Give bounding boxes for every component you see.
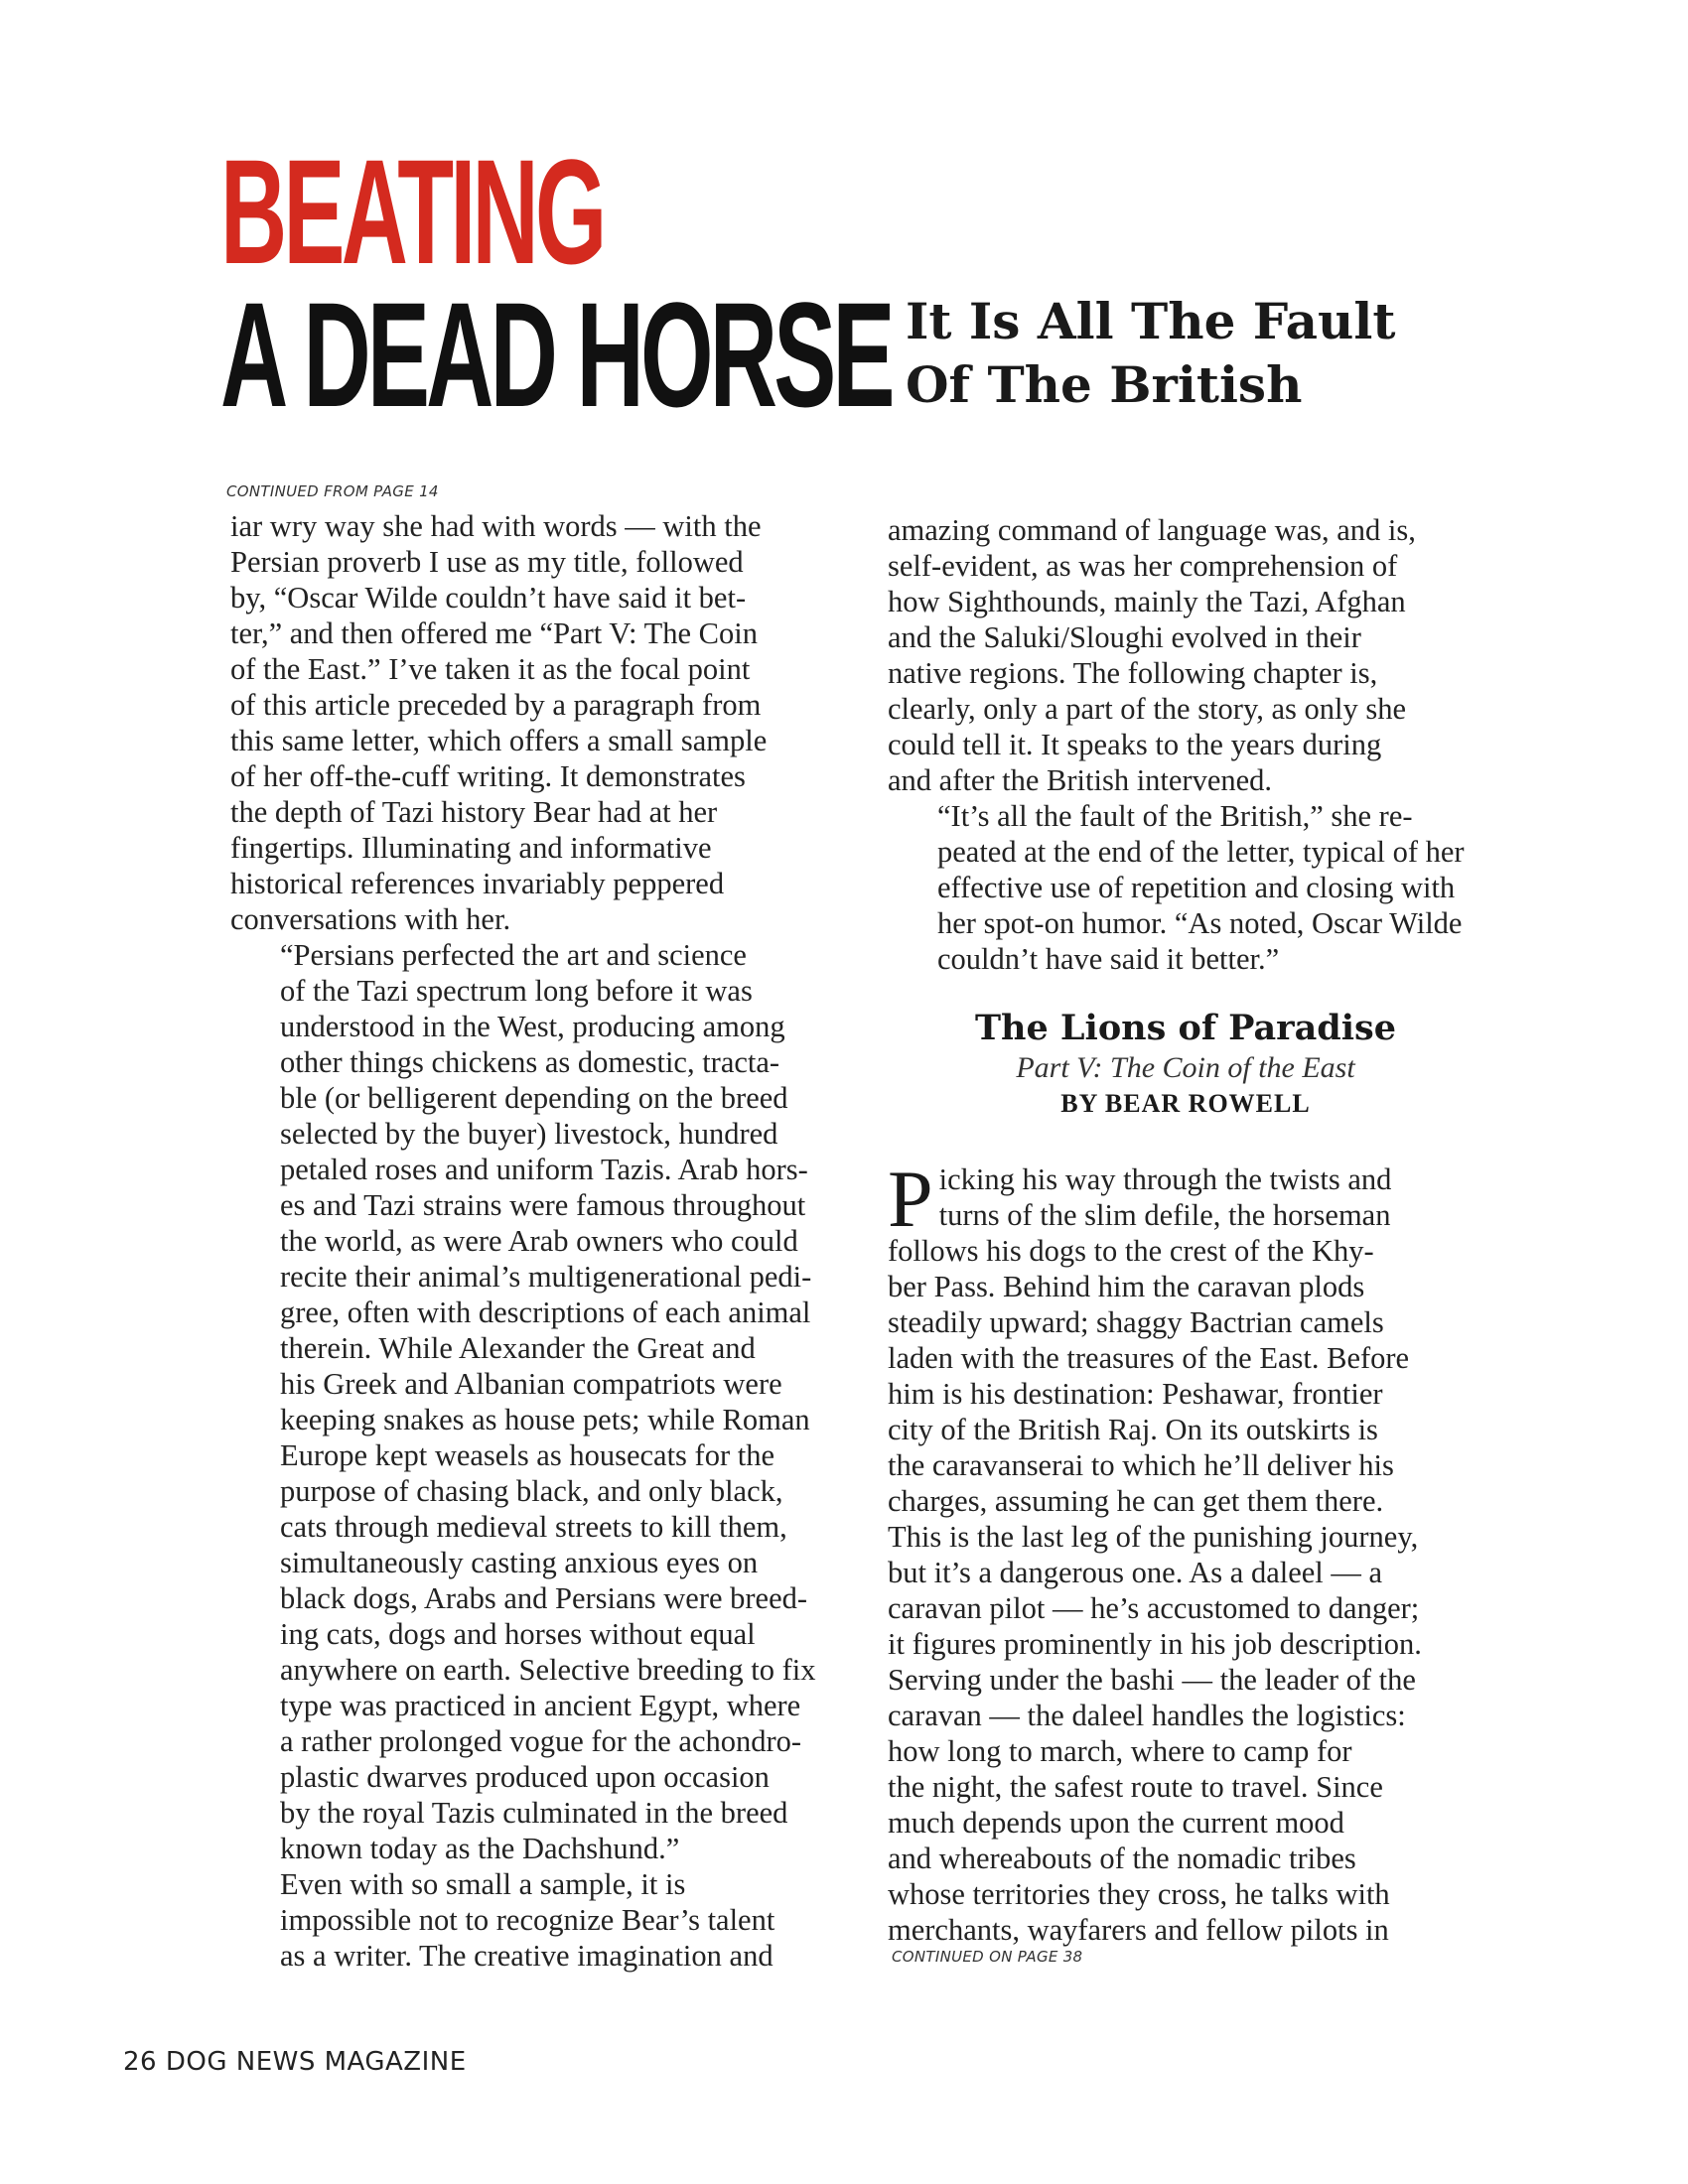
text-line: “Persians perfected the art and science bbox=[280, 938, 747, 972]
text-line: how long to march, where to camp for bbox=[888, 1734, 1352, 1768]
text-line: as a writer. The creative imagination and bbox=[280, 1939, 774, 1973]
right-column bbox=[888, 512, 1483, 1948]
story-opening-paragraph bbox=[888, 1154, 1483, 1948]
text-line: a rather prolonged vogue for the achondro- bbox=[280, 1724, 802, 1758]
text-line: merchants, wayfarers and fellow pilots in bbox=[888, 1913, 1389, 1947]
continued-on-note: CONTINUED ON PAGE 38 bbox=[892, 1948, 1083, 1966]
text-line: ter,” and then offered me “Part V: The Coin bbox=[230, 616, 758, 650]
text-line: plastic dwarves produced upon occasion bbox=[280, 1760, 770, 1794]
text-line: this same letter, which offers a small sample bbox=[230, 724, 768, 757]
text-line: ble (or belligerent depending on the breed bbox=[280, 1081, 788, 1115]
story-body-lines bbox=[888, 1233, 1483, 1948]
text-line: simultaneously casting anxious eyes on bbox=[280, 1546, 759, 1579]
text-line: therein. While Alexander the Great and bbox=[280, 1331, 756, 1365]
subtitle-line-1: It Is All The Fault bbox=[906, 292, 1396, 350]
story-subtitle: Part V: The Coin of the East bbox=[1016, 1051, 1355, 1084]
text-line: of this article preceded by a paragraph from bbox=[230, 688, 762, 722]
text-line: icking his way through the twists and bbox=[938, 1162, 1392, 1196]
text-line: Even with so small a sample, it is bbox=[280, 1867, 686, 1901]
text-line: selected by the buyer) livestock, hundred bbox=[280, 1117, 778, 1151]
text-line: his Greek and Albanian compatriots were bbox=[280, 1367, 782, 1401]
text-line: city of the British Raj. On its outskirts is bbox=[888, 1413, 1378, 1446]
continued-from-note: CONTINUED FROM PAGE 14 bbox=[226, 482, 439, 500]
masthead-line-1: BEATING bbox=[220, 128, 604, 295]
text-line: native regions. The following chapter is, bbox=[888, 656, 1378, 690]
text-line: by the royal Tazis culminated in the breed bbox=[280, 1796, 788, 1830]
text-line: amazing command of language was, and is, bbox=[888, 513, 1416, 547]
text-line: ing cats, dogs and horses without equal bbox=[280, 1617, 756, 1651]
right-paragraph-2 bbox=[888, 798, 1483, 977]
text-line: Serving under the bashi — the leader of the bbox=[888, 1663, 1416, 1697]
text-line: historical references invariably peppered bbox=[230, 867, 725, 900]
text-line: her spot-on humor. “As noted, Oscar Wilde bbox=[937, 906, 1463, 940]
text-line: Europe kept weasels as housecats for the bbox=[280, 1438, 774, 1472]
story-first-lines bbox=[888, 1154, 1483, 1244]
text-line: petaled roses and uniform Tazis. Arab hors- bbox=[280, 1153, 808, 1186]
text-line: “It’s all the fault of the British,” she re- bbox=[937, 799, 1413, 833]
page-footer: 26 DOG NEWS MAGAZINE bbox=[123, 2047, 467, 2077]
article-subtitle bbox=[906, 290, 1462, 417]
left-paragraph-1 bbox=[230, 508, 826, 937]
subtitle-line-2: Of The British bbox=[906, 355, 1303, 414]
text-line: other things chickens as domestic, tracta- bbox=[280, 1045, 780, 1079]
text-line: how Sighthounds, mainly the Tazi, Afghan bbox=[888, 585, 1406, 618]
byline: BY BEAR ROWELL bbox=[1060, 1089, 1311, 1118]
drop-cap: P bbox=[888, 1154, 933, 1244]
text-line: known today as the Dachshund.” bbox=[280, 1832, 680, 1865]
text-line: caravan pilot — he’s accustomed to danger; bbox=[888, 1591, 1420, 1625]
masthead bbox=[220, 128, 892, 438]
text-line: him is his destination: Peshawar, frontier bbox=[888, 1377, 1383, 1411]
text-line: This is the last leg of the punishing journey, bbox=[888, 1520, 1419, 1554]
text-line: by, “Oscar Wilde couldn’t have said it bet- bbox=[230, 581, 747, 614]
text-line: turns of the slim defile, the horseman bbox=[938, 1198, 1391, 1232]
text-line: and the Saluki/Sloughi evolved in their bbox=[888, 620, 1361, 654]
text-line: clearly, only a part of the story, as only she bbox=[888, 692, 1407, 726]
text-line: it figures prominently in his job description. bbox=[888, 1627, 1422, 1661]
text-line: fingertips. Illuminating and informative bbox=[230, 831, 712, 865]
text-line: steadily upward; shaggy Bactrian camels bbox=[888, 1305, 1384, 1339]
left-paragraph-2 bbox=[230, 937, 826, 1866]
text-line: anywhere on earth. Selective breeding to fix bbox=[280, 1653, 816, 1687]
text-line: gree, often with descriptions of each animal bbox=[280, 1296, 811, 1329]
text-line: black dogs, Arabs and Persians were breed- bbox=[280, 1581, 808, 1615]
text-line: laden with the treasures of the East. Before bbox=[888, 1341, 1410, 1375]
text-line: much depends upon the current mood bbox=[888, 1806, 1344, 1840]
text-line: keeping snakes as house pets; while Roman bbox=[280, 1403, 810, 1436]
text-line: Persian proverb I use as my title, followed bbox=[230, 545, 744, 579]
text-line: self-evident, as was her comprehension of bbox=[888, 549, 1398, 583]
text-line: couldn’t have said it better.” bbox=[937, 942, 1280, 976]
story-title: The Lions of Paradise bbox=[974, 1008, 1397, 1048]
right-paragraph-1 bbox=[888, 512, 1483, 798]
text-line: but it’s a dangerous one. As a daleel — a bbox=[888, 1556, 1383, 1589]
text-line: of her off-the-cuff writing. It demonstrates bbox=[230, 759, 746, 793]
text-line: the caravanserai to which he’ll deliver his bbox=[888, 1448, 1394, 1482]
story-heading bbox=[888, 1007, 1483, 1122]
text-line: ber Pass. Behind him the caravan plods bbox=[888, 1270, 1365, 1303]
text-line: and after the British intervened. bbox=[888, 763, 1273, 797]
text-line: caravan — the daleel handles the logistics: bbox=[888, 1699, 1406, 1732]
text-line: whose territories they cross, he talks with bbox=[888, 1877, 1390, 1911]
text-line: could tell it. It speaks to the years during bbox=[888, 728, 1382, 761]
text-line: recite their animal’s multigenerational pedi- bbox=[280, 1260, 812, 1294]
text-line: of the East.” I’ve taken it as the focal point bbox=[230, 652, 751, 686]
text-line: es and Tazi strains were famous throughout bbox=[280, 1188, 806, 1222]
text-line: and whereabouts of the nomadic tribes bbox=[888, 1842, 1356, 1875]
text-line: peated at the end of the letter, typical of her bbox=[937, 835, 1465, 869]
text-line: follows his dogs to the crest of the Khy- bbox=[888, 1234, 1374, 1268]
text-line: charges, assuming he can get them there. bbox=[888, 1484, 1384, 1518]
text-line: iar wry way she had with words — with the bbox=[230, 509, 762, 543]
text-line: of the Tazi spectrum long before it was bbox=[280, 974, 753, 1008]
text-line: the depth of Tazi history Bear had at her bbox=[230, 795, 718, 829]
text-line: effective use of repetition and closing with bbox=[937, 871, 1456, 904]
text-line: understood in the West, producing among bbox=[280, 1010, 785, 1043]
text-line: cats through medieval streets to kill them, bbox=[280, 1510, 787, 1544]
masthead-line-2: A DEAD HORSE bbox=[220, 271, 892, 438]
text-line: the world, as were Arab owners who could bbox=[280, 1224, 798, 1258]
text-line: type was practiced in ancient Egypt, where bbox=[280, 1689, 801, 1722]
text-line: conversations with her. bbox=[230, 902, 511, 936]
text-line: impossible not to recognize Bear’s talent bbox=[280, 1903, 775, 1937]
text-line: the night, the safest route to travel. Since bbox=[888, 1770, 1383, 1804]
left-paragraph-3 bbox=[230, 1866, 826, 1974]
text-line: purpose of chasing black, and only black, bbox=[280, 1474, 783, 1508]
left-column bbox=[230, 508, 826, 1974]
